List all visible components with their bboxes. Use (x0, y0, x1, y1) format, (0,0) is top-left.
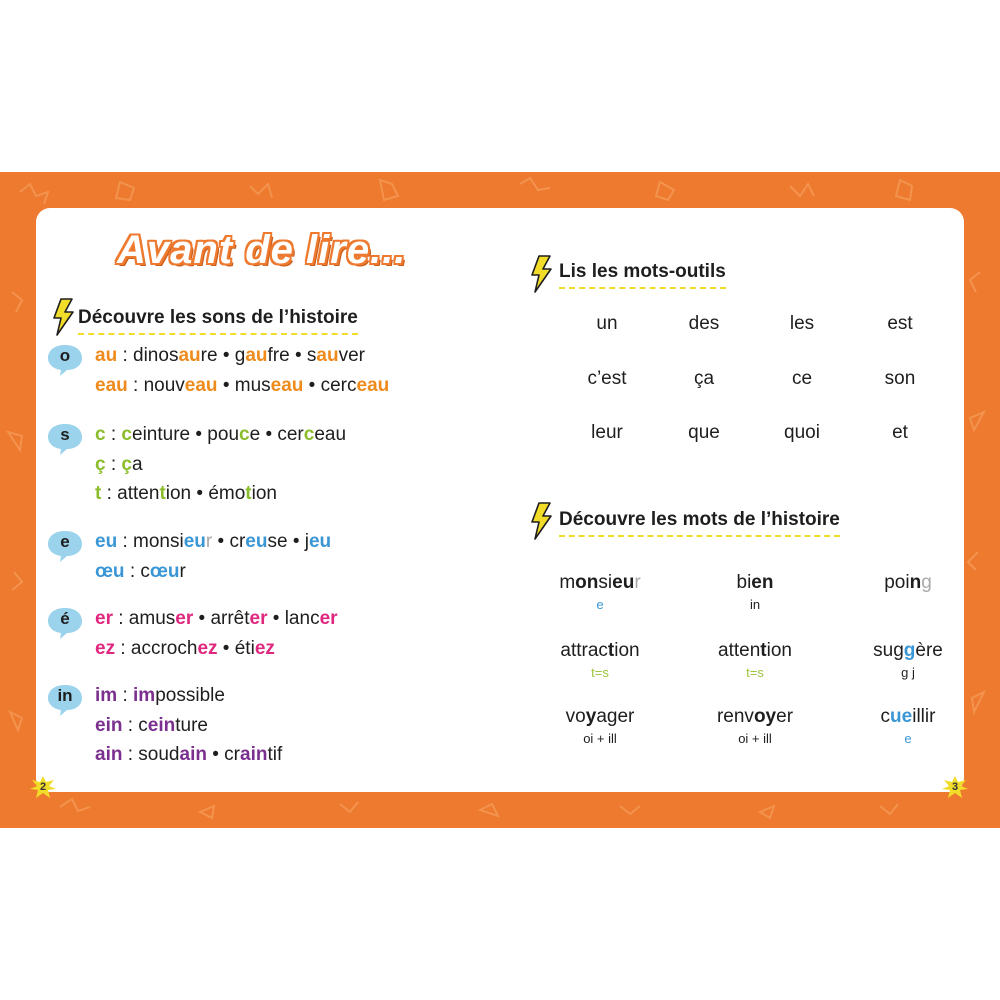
text-segment: eau (184, 374, 218, 396)
sound-bubble (46, 606, 84, 636)
heading-underline (559, 287, 726, 289)
sound-example-line (95, 744, 282, 766)
text-segment: ion (766, 640, 792, 661)
text-segment: fre • s (267, 345, 317, 366)
text-segment: : (117, 685, 134, 706)
text-segment: : amus (112, 608, 176, 629)
text-segment: • mus (217, 374, 271, 396)
text-segment: eu (95, 531, 118, 552)
page-title: Avant de lire... (117, 228, 407, 272)
sound-label: in (57, 686, 73, 705)
text-segment: eu (245, 531, 268, 552)
text-segment: ager (596, 706, 635, 727)
text-segment: ç (95, 453, 106, 475)
text-segment: • cr (212, 531, 246, 552)
text-segment: au (95, 345, 118, 366)
text-segment: e • cer (249, 424, 304, 445)
tool-word: un (596, 313, 618, 334)
text-segment: r (205, 531, 213, 552)
text-segment: re (925, 640, 943, 661)
text-segment: au (178, 345, 201, 366)
text-segment: t (245, 483, 252, 504)
text-segment: se • j (267, 531, 309, 552)
sound-example-line (95, 345, 365, 367)
text-segment: eau (314, 424, 347, 445)
text-segment: : dinos (117, 345, 179, 366)
sound-example-line (95, 454, 143, 476)
text-segment: t (95, 483, 102, 504)
tool-word: ce (791, 368, 813, 389)
sound-example-line (95, 483, 277, 505)
text-segment: ue (890, 706, 913, 727)
text-segment: possible (155, 685, 225, 706)
text-segment: ein (147, 714, 176, 736)
text-segment: : atten (101, 483, 160, 504)
text-segment: œu (149, 560, 180, 582)
text-segment: c (239, 424, 250, 445)
text-segment: ion (251, 483, 277, 504)
text-segment: ç (121, 453, 132, 475)
text-segment: • cr (206, 744, 240, 765)
pronunciation-hint: e (596, 597, 604, 612)
text-segment: g (921, 572, 932, 593)
sound-bubble (46, 683, 84, 713)
pronunciation-hint: t=s (591, 665, 609, 680)
text-segment: ion • émo (165, 483, 246, 504)
text-segment: t (760, 640, 767, 661)
text-segment: ez (197, 637, 218, 659)
text-segment: : soud (122, 744, 180, 765)
text-segment: eau (270, 374, 304, 396)
text-segment: ain (95, 744, 123, 765)
sound-label: é (60, 609, 70, 628)
text-segment: : c (124, 560, 150, 582)
tool-word: quoi (784, 422, 820, 443)
text-segment: er (175, 608, 194, 629)
text-segment: er (95, 608, 113, 629)
text-segment: eu (308, 531, 332, 552)
sound-example-line (95, 608, 338, 630)
text-segment: ion (614, 640, 640, 661)
text-segment: ver (338, 345, 365, 366)
text-segment: : nouv (127, 374, 185, 396)
text-segment: renv (716, 706, 754, 727)
text-segment: atten (718, 640, 761, 661)
lightning-icon (530, 255, 552, 293)
tool-word: des (688, 313, 720, 334)
tool-word: que (688, 422, 720, 443)
heading-underline (78, 333, 358, 335)
sound-example-line (95, 561, 186, 583)
pronunciation-hint: t=s (746, 665, 764, 680)
text-segment: : accroch (115, 637, 198, 659)
text-segment: im (95, 685, 118, 706)
text-segment: c (880, 706, 891, 727)
text-segment: ein (95, 714, 123, 736)
text-segment: re • g (200, 345, 246, 366)
text-segment: au (245, 345, 268, 366)
text-segment: r (179, 560, 186, 582)
text-segment: t (159, 483, 166, 504)
text-segment: n (909, 572, 922, 593)
pronunciation-hint: in (749, 597, 761, 612)
story-word (680, 640, 830, 662)
text-segment: œu (95, 560, 125, 582)
text-segment: • éti (217, 637, 255, 659)
sound-example-line (95, 638, 275, 660)
tool-word: ça (693, 368, 715, 389)
lightning-icon (52, 298, 74, 336)
text-segment: g (903, 640, 916, 661)
text-segment: ain (240, 744, 268, 765)
text-segment: : c (122, 714, 148, 736)
text-segment: ture (175, 714, 208, 736)
text-segment: r (634, 572, 641, 593)
text-segment: er (319, 608, 338, 629)
tool-word: leur (591, 422, 623, 443)
text-segment: vo (565, 706, 586, 727)
story-word (833, 706, 983, 728)
text-segment: ez (95, 637, 116, 659)
text-segment: tif (267, 744, 283, 765)
text-segment: c (303, 424, 315, 445)
text-segment: er (249, 608, 268, 629)
text-segment: ain (179, 744, 207, 765)
tool-word: est (887, 313, 913, 334)
text-segment: y (585, 706, 597, 727)
sound-example-line (95, 375, 389, 397)
text-segment: au (316, 345, 339, 366)
sound-bubble (46, 529, 84, 559)
tool-words-heading: Lis les mots-outils (559, 261, 726, 283)
pronunciation-hint: e (904, 731, 912, 746)
text-segment: : (105, 453, 122, 475)
text-segment: einture • pou (132, 424, 240, 445)
sound-label: s (60, 425, 70, 444)
text-segment: attrac (560, 640, 608, 661)
sound-example-line (95, 685, 225, 707)
text-segment: on (575, 572, 599, 593)
pronunciation-hint: oi + ill (738, 731, 772, 746)
text-segment: illir (912, 706, 936, 727)
story-word (680, 706, 830, 728)
story-word (525, 640, 675, 662)
sound-label: o (59, 346, 71, 365)
text-segment: oy (753, 706, 777, 727)
story-words-heading: Découvre les mots de l’histoire (559, 509, 840, 531)
sound-bubble (46, 343, 84, 373)
story-word (680, 572, 830, 594)
story-word (833, 572, 983, 594)
tool-word: et (892, 422, 908, 443)
sound-example-line (95, 715, 208, 737)
page-number-left: 2 (30, 776, 56, 798)
text-segment: sug (873, 640, 904, 661)
story-word (525, 572, 675, 594)
text-segment: a (132, 453, 143, 475)
text-segment: • lanc (267, 608, 320, 629)
text-segment: • arrêt (193, 608, 250, 629)
text-segment: : (105, 424, 122, 445)
text-segment: bi (736, 572, 752, 593)
text-segment: im (133, 685, 156, 706)
text-segment: t (607, 640, 615, 661)
heading-underline (559, 535, 840, 537)
sound-label: e (60, 532, 70, 551)
text-segment: eau (95, 374, 128, 396)
story-word (833, 640, 983, 662)
text-segment: : monsi (117, 531, 184, 552)
text-segment: poi (884, 572, 910, 593)
text-segment: eau (356, 374, 390, 396)
text-segment: si (598, 572, 613, 593)
text-segment: • cerc (303, 374, 357, 396)
text-segment: er (776, 706, 794, 727)
tool-word: c’est (587, 368, 627, 389)
text-segment: è (915, 640, 926, 661)
text-segment: m (559, 572, 576, 593)
text-segment: eu (612, 572, 635, 593)
pronunciation-hint: g j (901, 665, 915, 680)
sounds-heading: Découvre les sons de l’histoire (78, 307, 358, 329)
tool-word: les (789, 313, 815, 334)
lightning-icon (530, 502, 552, 540)
story-word (525, 706, 675, 728)
text-segment: ez (254, 637, 275, 659)
pronunciation-hint: oi + ill (583, 731, 617, 746)
text-segment: eu (183, 531, 206, 552)
sound-example-line (95, 424, 346, 446)
text-segment: c (95, 424, 106, 445)
tool-word: son (884, 368, 916, 389)
page-number-right: 3 (942, 776, 968, 798)
sound-bubble (46, 422, 84, 452)
text-segment: en (751, 572, 774, 593)
text-segment: c (121, 424, 132, 445)
sound-example-line (95, 531, 331, 553)
